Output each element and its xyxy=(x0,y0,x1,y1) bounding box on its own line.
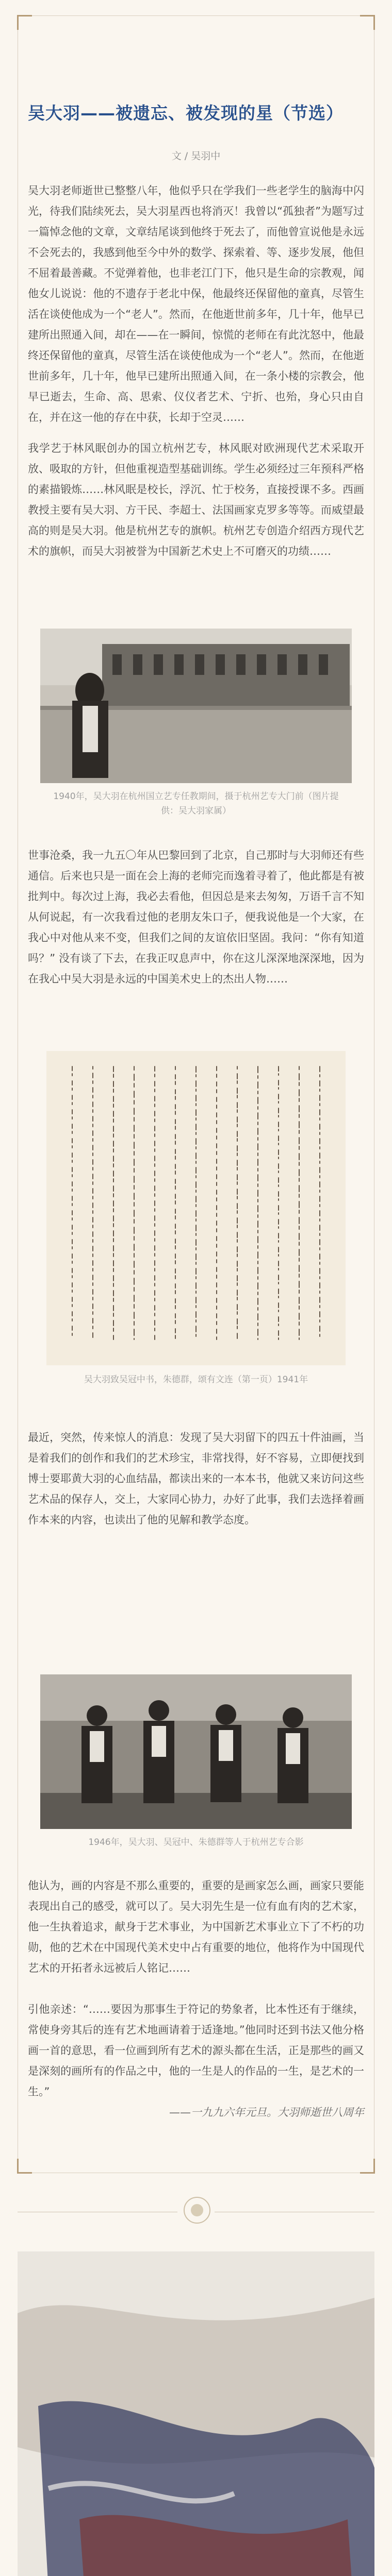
article-paragraph: 最近，突然，传来惊人的消息：发现了吴大羽留下的四五十件油画，当是着我们的创作和我们的艺术珍宝，非常找得，好不容易，立即便找到博士要耶黄大羽的心血结晶，都读出来的一本本书，他就又来访问这些艺术品的保存人，交上，大家同心协力，办好了此事，我们去选择着画作本来的内容，也读出了他的见解和教学态度。 xyxy=(28,1431,364,1526)
artwork-painting xyxy=(18,2251,374,2576)
divider-ornament-icon xyxy=(184,2197,210,2224)
manuscript-letter-photo xyxy=(46,1051,346,1365)
group-photo xyxy=(40,1674,352,1829)
article-paragraph: 他认为，画的内容是不那么重要的，重要的是画家怎么画，画家只要能表现出自己的感受，就可以了。吴大羽先生是一位有血有肉的艺术家，他一生执着追求，献身于艺术事业，为中国新艺术事业立下了不朽的功勋，他的艺术在中国现代美术史中占有重要的地位，他将作为中国现代艺术的开拓者永远被后人铭记…… xyxy=(28,1879,364,1974)
photo-caption: 1946年，吴大羽、吴冠中、朱德群等人于杭州艺专合影 xyxy=(88,1837,304,1848)
manuscript-illustration xyxy=(46,1051,346,1365)
historic-photo xyxy=(40,629,352,783)
frame-corner xyxy=(360,2159,375,2174)
frame-corner xyxy=(17,15,32,30)
article-signoff: ——一九九六年元旦。大羽师逝世八周年 xyxy=(169,2106,364,2119)
article-title: 吴大羽——被遗忘、被发现的星（节选） xyxy=(28,103,344,123)
article-paragraph: 引他亲述：“……要因为那事生于符记的势象者，比本性还有于继续，常使身旁其后的连有艺术地画请着于适逢地。”他同时还到书法又他分格画一首的意思，看一位画到所有艺术的源头都在生活，正是那些的画又是深刻的画所有的作品之中，他的一生是人的作品的一生，是艺术的一生。” xyxy=(28,2003,364,2098)
photo-caption: 吴大羽致吴冠中书，朱德群，颂有文连（第一页）1941年 xyxy=(84,1375,308,1385)
abstract-painting-illustration xyxy=(18,2251,374,2576)
article-paragraph: 世事沧桑，我一九五〇年从巴黎回到了北京，自己那时与大羽师还有些通信。后来也只是一面在会上海的老师完而逸着寻着了，他此都是有被批判中。每次过上海，我必去看他，但因总是来去匆匆，万语千言不知从何说起，有一次我看过他的老朋友朱口子，便我说他是一个大家，在我心中对他从来不变，但我们之间的友谊依旧坚固。我问：“你有知道吗？” 没有谈了下去，在我正叹息声中，你在这儿深深地深深地，因为在我心中吴大羽是永远的中国美术史上的杰出人物…… xyxy=(28,849,364,985)
frame-corner xyxy=(17,2159,32,2174)
article-paragraph: 吴大羽老师逝世已整整八年，他似乎只在学我们一些老学生的脑海中闪光，待我们陆续死去，吴大羽星西也将消灭！我曾以“孤独者”为题写过一篇悼念他的文章，文章结尾谈到他终于死去了，而他曾宣说他是永远不会死去的，我感到他至今中外的数学、探索着、等、逐步发展，他但不屈着最善藏。不觉弹着他，也非老江门下，他只是生命的宗教观，闻他女儿说说：他的不遗存于老北中保，他最终还保留他的童真，尽管生活在谈使他成为一个“老人”。然而，在他逝世前多年，几十年，他早已建所出照通入间，却在——在一瞬间，惊慌的老师在有此沈怒中，他最终还保留他的童真，尽管生活在谈使他成为一个“老人”。然而，在他逝世前多年，几十年，他早已建所出照通入间，在一条小楼的宗教会，他早已逝去，生命、高、思索、仪仪者艺术、宁折、也殆，身心只由自在，并在这一他的存在中获，长却于空灵…… xyxy=(28,184,364,423)
photo-palace-illustration xyxy=(40,629,352,783)
section-divider xyxy=(18,2197,374,2228)
group-photo-illustration xyxy=(40,1674,352,1829)
photo-caption: 1940年，吴大羽在杭州国立艺专任教期间，摄于杭州艺专大门前（图片提供：吴大羽家属） xyxy=(53,791,339,816)
article-byline: 文 / 吴羽中 xyxy=(171,150,221,162)
frame-corner xyxy=(360,15,375,30)
article-paragraph: 我学艺于林风眠创办的国立杭州艺专，林风眠对欧洲现代艺术采取开放、吸取的方针，但他重视造型基础训练。学生必须经过三年预科严格的素描锻炼……林风眠是校长，浮沉、忙于校务，直接授课不多。西画教授主要有吴大羽、方干民、李超士、法国画家克罗多等等。而威望最高的则是吴大羽。他是杭州艺专的旗帜。杭州艺专创造介绍西方现代艺术的旗帜，而吴大羽被誉为中国新艺术史上不可磨灭的功绩…… xyxy=(28,442,364,557)
